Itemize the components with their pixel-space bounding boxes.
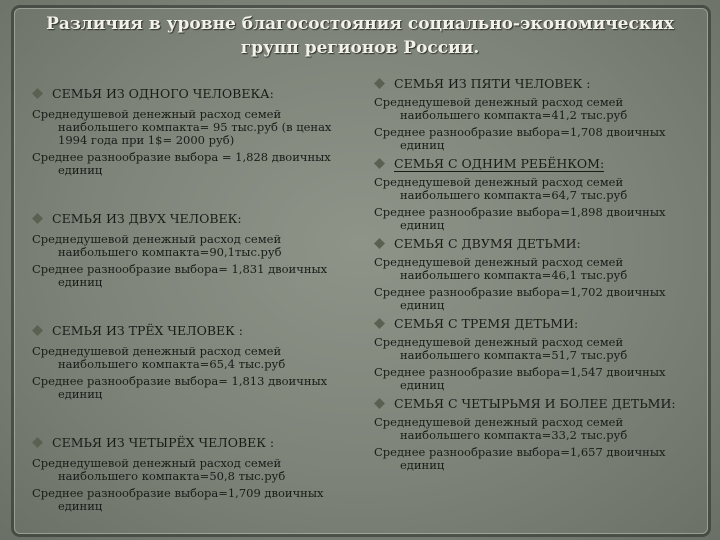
diamond-bullet-icon bbox=[32, 88, 43, 99]
section-heading bbox=[374, 156, 700, 172]
paragraph-line: Среднее разнообразие выбора=1,709 двоичных bbox=[32, 486, 324, 500]
left-column bbox=[32, 86, 344, 513]
section-heading bbox=[32, 323, 344, 339]
paragraph-line: 1994 года при 1$= 2000 руб) bbox=[58, 133, 235, 147]
paragraph-line: Среднедушевой денежный расход семей bbox=[32, 344, 282, 358]
paragraph-line: наибольшего компакта=50,8 тыс.руб bbox=[58, 469, 286, 483]
diamond-bullet-icon bbox=[374, 158, 385, 169]
paragraph-line: Среднее разнообразие выбора= 1,813 двоичных bbox=[32, 374, 328, 388]
section-heading bbox=[32, 211, 344, 227]
section-heading-text: СЕМЬЯ ИЗ ДВУХ ЧЕЛОВЕК: bbox=[52, 211, 242, 226]
paragraph-line: Среднее разнообразие выбора=1,547 двоичных bbox=[374, 365, 666, 379]
diamond-bullet-icon bbox=[374, 318, 385, 329]
section-paragraph bbox=[374, 96, 700, 122]
paragraph-line: наибольшего компакта=90,1тыс.руб bbox=[58, 245, 282, 259]
diamond-bullet-icon bbox=[32, 437, 43, 448]
paragraph-line: Среднедушевой денежный расход семей bbox=[374, 175, 624, 189]
paragraph-line: Среднедушевой денежный расход семей bbox=[374, 255, 624, 269]
section-heading-text: СЕМЬЯ ИЗ ЧЕТЫРЁХ ЧЕЛОВЕК : bbox=[52, 435, 275, 450]
section-paragraph bbox=[374, 286, 700, 312]
paragraph-line: единиц bbox=[400, 378, 445, 392]
section-heading bbox=[374, 396, 700, 412]
section-heading bbox=[32, 435, 344, 451]
section-paragraph bbox=[374, 336, 700, 362]
paragraph-line: Среднедушевой денежный расход семей bbox=[374, 95, 624, 109]
paragraph-line: Среднее разнообразие выбора=1,657 двоичных bbox=[374, 445, 666, 459]
paragraph-line: наибольшего компакта=65,4 тыс.руб bbox=[58, 357, 286, 371]
section-heading-text: СЕМЬЯ ИЗ ТРЁХ ЧЕЛОВЕК : bbox=[52, 323, 244, 338]
paragraph-line: единиц bbox=[58, 275, 103, 289]
paragraph-line: Среднее разнообразие выбора=1,702 двоичных bbox=[374, 285, 666, 299]
left-section bbox=[32, 323, 344, 401]
paragraph-line: единиц bbox=[58, 163, 103, 177]
paragraph-line: единиц bbox=[58, 499, 103, 513]
section-heading-text: СЕМЬЯ ИЗ ОДНОГО ЧЕЛОВЕКА: bbox=[52, 86, 274, 101]
section-paragraph bbox=[32, 233, 344, 259]
diamond-bullet-icon bbox=[374, 238, 385, 249]
paragraph-line: единиц bbox=[400, 218, 445, 232]
paragraph-line: Среднее разнообразие выбора=1,898 двоичных bbox=[374, 205, 666, 219]
right-section bbox=[374, 396, 700, 472]
left-section bbox=[32, 86, 344, 177]
right-section bbox=[374, 316, 700, 392]
paragraph-line: Среднедушевой денежный расход семей bbox=[32, 456, 282, 470]
section-paragraph bbox=[32, 375, 344, 401]
paragraph-line: Среднее разнообразие выбора=1,708 двоичных bbox=[374, 125, 666, 139]
section-heading bbox=[374, 76, 700, 92]
paragraph-line: наибольшего компакта= 95 тыс.руб (в ценах bbox=[58, 120, 332, 134]
paragraph-line: Среднедушевой денежный расход семей bbox=[32, 232, 282, 246]
diamond-bullet-icon bbox=[32, 325, 43, 336]
paragraph-line: Среднее разнообразие выбора= 1,831 двоичных bbox=[32, 262, 328, 276]
right-section bbox=[374, 236, 700, 312]
section-paragraph bbox=[374, 126, 700, 152]
paragraph-line: наибольшего компакта=41,2 тыс.руб bbox=[400, 108, 628, 122]
section-paragraph bbox=[32, 263, 344, 289]
slide-title bbox=[40, 12, 680, 60]
section-paragraph bbox=[374, 416, 700, 442]
section-heading-text: СЕМЬЯ ИЗ ПЯТИ ЧЕЛОВЕК : bbox=[394, 76, 591, 91]
right-section bbox=[374, 156, 700, 232]
paragraph-line: наибольшего компакта=33,2 тыс.руб bbox=[400, 428, 628, 442]
paragraph-line: Среднедушевой денежный расход семей bbox=[374, 415, 624, 429]
section-paragraph bbox=[374, 256, 700, 282]
paragraph-line: единиц bbox=[400, 138, 445, 152]
paragraph-line: единиц bbox=[400, 298, 445, 312]
paragraph-line: Среднее разнообразие выбора = 1,828 двоичных bbox=[32, 150, 331, 164]
section-paragraph bbox=[32, 345, 344, 371]
section-paragraph bbox=[374, 176, 700, 202]
section-heading-text: СЕМЬЯ С ТРЕМЯ ДЕТЬМИ: bbox=[394, 316, 579, 331]
paragraph-line: Среднедушевой денежный расход семей bbox=[32, 107, 282, 121]
diamond-bullet-icon bbox=[32, 213, 43, 224]
paragraph-line: единиц bbox=[58, 387, 103, 401]
diamond-bullet-icon bbox=[374, 398, 385, 409]
section-paragraph bbox=[374, 206, 700, 232]
section-paragraph bbox=[374, 446, 700, 472]
section-paragraph bbox=[374, 366, 700, 392]
section-paragraph bbox=[32, 457, 344, 483]
left-section bbox=[32, 435, 344, 513]
left-section bbox=[32, 211, 344, 289]
section-heading bbox=[374, 236, 700, 252]
section-paragraph bbox=[32, 487, 344, 513]
section-heading-text: СЕМЬЯ С ДВУМЯ ДЕТЬМИ: bbox=[394, 236, 581, 251]
section-paragraph bbox=[32, 151, 344, 177]
section-heading bbox=[374, 316, 700, 332]
right-section bbox=[374, 76, 700, 152]
paragraph-line: наибольшего компакта=64,7 тыс.руб bbox=[400, 188, 628, 202]
diamond-bullet-icon bbox=[374, 78, 385, 89]
paragraph-line: наибольшего компакта=51,7 тыс.руб bbox=[400, 348, 628, 362]
title-line-1: Различия в уровне благосостояния социально-экономических bbox=[46, 14, 674, 34]
right-column bbox=[374, 76, 700, 472]
section-heading-text: СЕМЬЯ С ОДНИМ РЕБЁНКОМ: bbox=[394, 156, 605, 171]
paragraph-line: наибольшего компакта=46,1 тыс.руб bbox=[400, 268, 628, 282]
title-line-2: групп регионов России. bbox=[240, 38, 480, 58]
paragraph-line: единиц bbox=[400, 458, 445, 472]
section-heading bbox=[32, 86, 344, 102]
paragraph-line: Среднедушевой денежный расход семей bbox=[374, 335, 624, 349]
section-heading-text: СЕМЬЯ С ЧЕТЫРЬМЯ И БОЛЕЕ ДЕТЬМИ: bbox=[394, 396, 676, 411]
section-paragraph bbox=[32, 108, 344, 147]
